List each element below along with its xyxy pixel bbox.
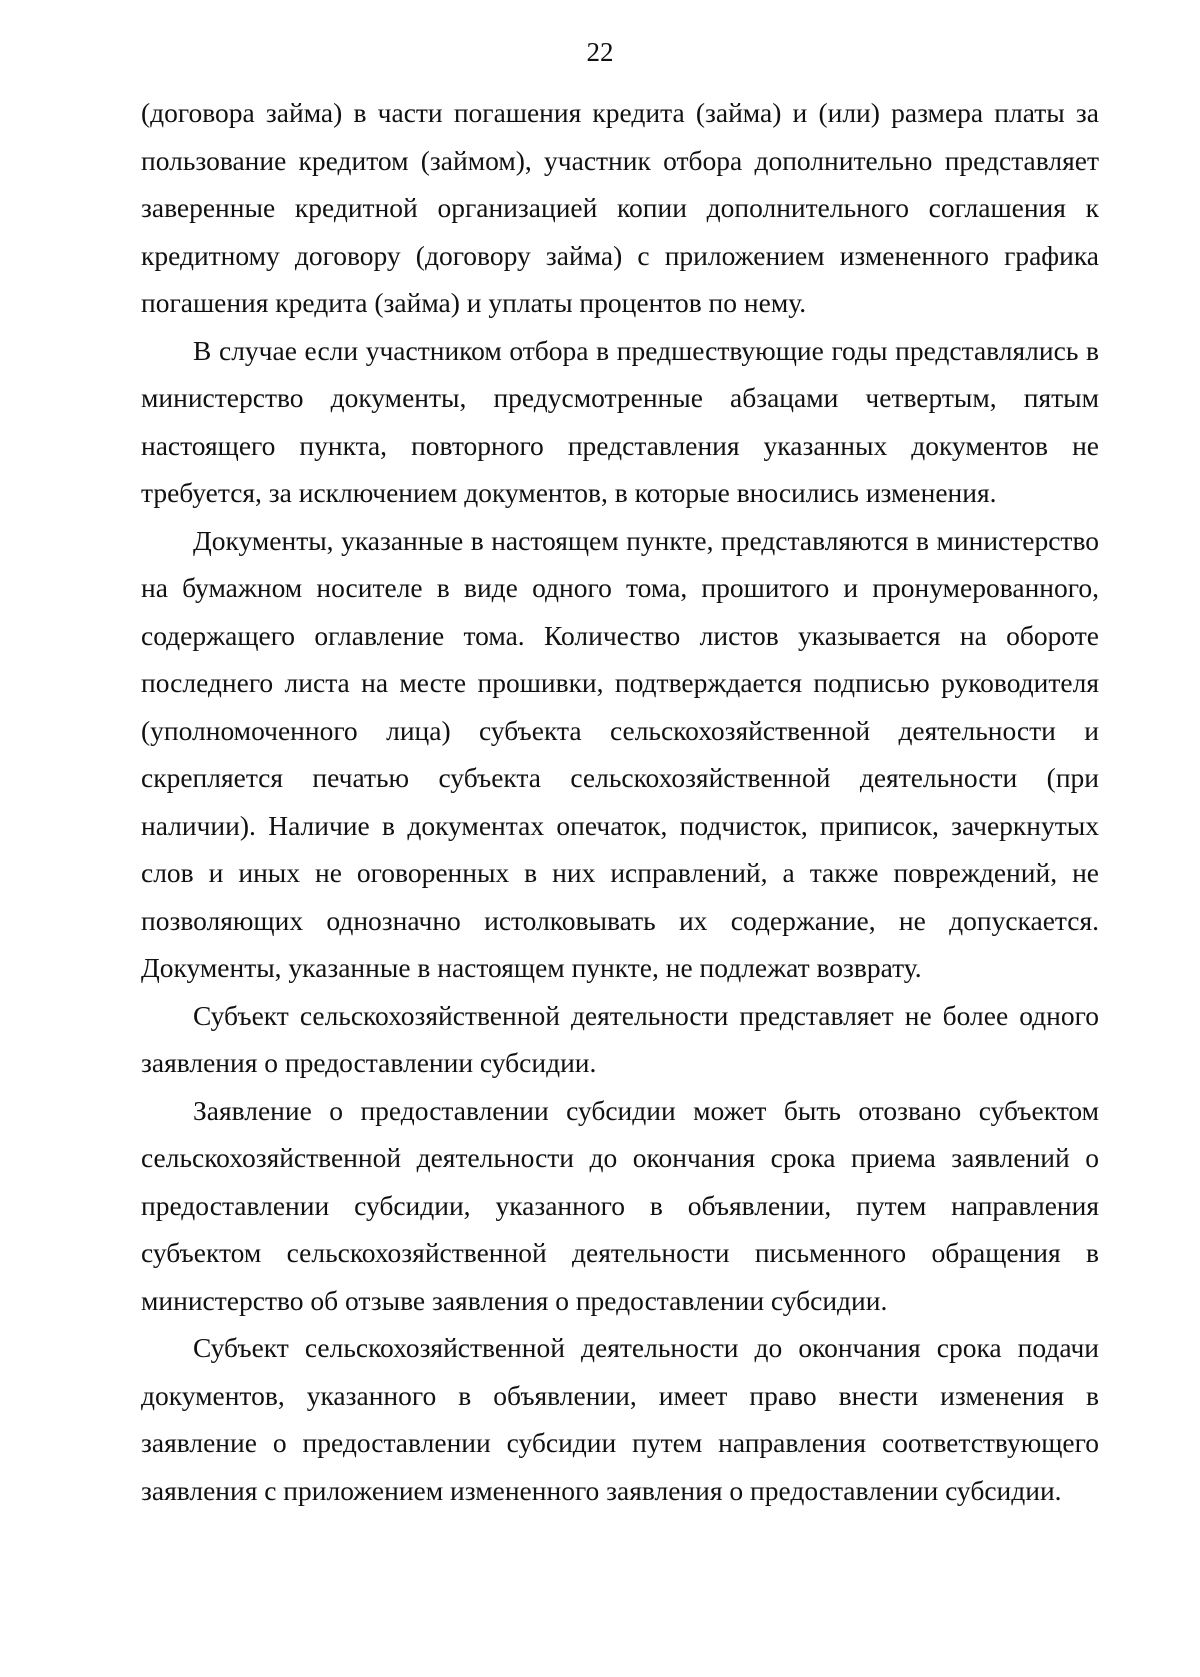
paragraph-application-withdrawal: Заявление о предоставлении субсидии может быть отозвано субъектом сельскохозяйственной деятельности до окончания срока приема заявлений о предоставлении субсидии, указанного в объявлении, путем направления субъектом сельскохозяйственной деятельности письменного обращения в министерство об отзыве заявления о предоставлении субсидии.: [141, 1094, 1099, 1316]
paragraph-single-application: Субъект сельскохозяйственной деятельности представляет не более одного заявления о предоставлении субсидии.: [141, 999, 1099, 1078]
page-number: 22: [586, 37, 614, 67]
paragraph-document-requirements: Документы, указанные в настоящем пункте, представляются в министерство на бумажном носителе в виде одного тома, прошитого и пронумерованного, содержащего оглавление тома. Количество листов указывается на обороте последнего листа на месте прошивки, подтверждается подписью руководителя (уполномоченного лица) субъекта сельскохозяйственной деятельности и скрепляется печатью субъекта сельскохозяйственной деятельности (при наличии). Наличие в документах опечаток, подчисток, приписок, зачеркнутых слов и иных не оговоренных в них исправлений, а также повреждений, не позволяющих однозначно истолковывать их содержание, не допускается. Документы, указанные в настоящем пункте, не подлежат возврату.: [141, 524, 1099, 983]
paragraph-previous-documents: В случае если участником отбора в предшествующие годы представлялись в министерство документы, предусмотренные абзацами четвертым, пятым настоящего пункта, повторного представления указанных документов не требуется, за исключением документов, в которые вносились изменения.: [141, 334, 1099, 508]
paragraph-continuation: (договора займа) в части погашения кредита (займа) и (или) размера платы за пользование кредитом (займом), участник отбора дополнительно представляет заверенные кредитной организацией копии дополнительного соглашения к кредитному договору (договору займа) с приложением измененного графика погашения кредита (займа) и уплаты процентов по нему.: [141, 97, 1099, 318]
paragraph-application-changes: Субъект сельскохозяйственной деятельности до окончания срока подачи документов, указанного в объявлении, имеет право внести изменения в заявление о предоставлении субсидии путем направления соответствующего заявления с приложением измененного заявления о предоставлении субсидии.: [141, 1332, 1099, 1506]
document-body: [141, 89, 1099, 1514]
